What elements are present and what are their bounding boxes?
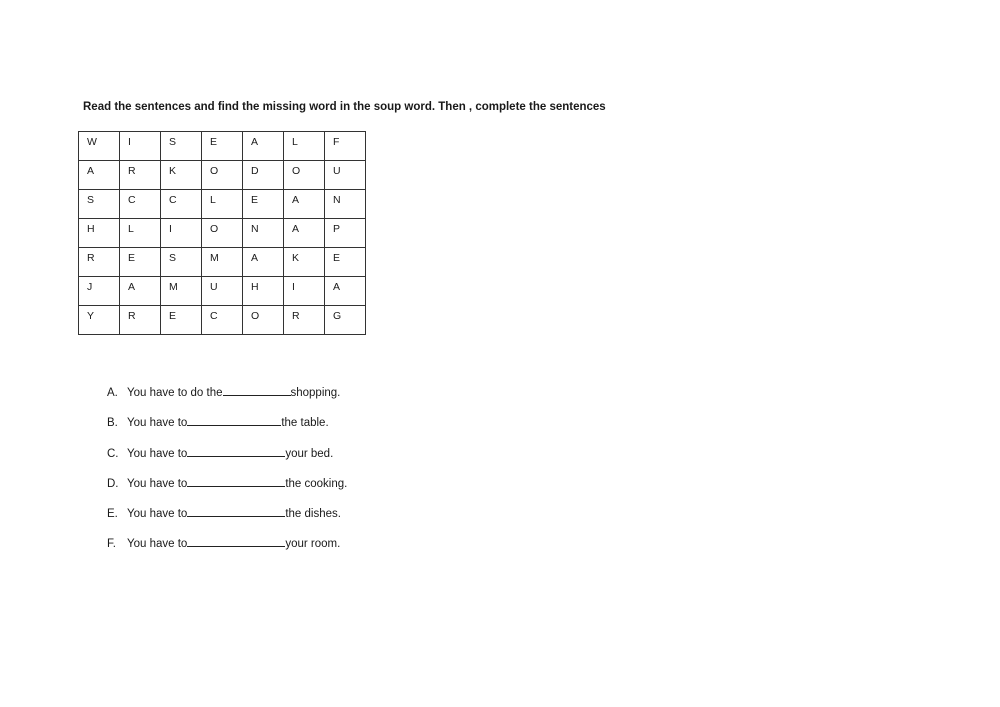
grid-cell: R — [79, 248, 120, 277]
grid-row — [79, 248, 366, 277]
instructions-heading: Read the sentences and find the missing word in the soup word. Then , complete the sentences — [83, 101, 606, 113]
grid-cell: A — [284, 219, 325, 248]
grid-cell: U — [325, 161, 366, 190]
grid-cell: L — [284, 132, 325, 161]
grid-cell: Y — [79, 306, 120, 335]
sentence-item — [107, 505, 347, 535]
sentence-text-after: shopping. — [290, 387, 341, 399]
grid-cell: M — [161, 277, 202, 306]
sentence-item — [107, 475, 347, 505]
sentence-item — [107, 384, 347, 414]
grid-row — [79, 306, 366, 335]
answer-blank — [187, 535, 285, 547]
grid-cell: D — [243, 161, 284, 190]
grid-row — [79, 190, 366, 219]
grid-cell: R — [284, 306, 325, 335]
sentence-text-before: You have to — [127, 447, 188, 460]
grid-cell: O — [243, 306, 284, 335]
grid-cell: F — [325, 132, 366, 161]
sentence-text-before: You have to — [127, 417, 188, 430]
answer-blank — [187, 475, 285, 487]
word-search-grid — [78, 131, 366, 335]
grid-row — [79, 219, 366, 248]
sentence-letter: C. — [107, 447, 119, 460]
grid-cell: M — [202, 248, 243, 277]
grid-cell: J — [79, 277, 120, 306]
sentence-text-after: the cooking. — [285, 477, 348, 490]
answer-blank — [187, 445, 285, 457]
grid-row — [79, 132, 366, 161]
grid-cell: W — [79, 132, 120, 161]
grid-cell: P — [325, 219, 366, 248]
grid-cell: C — [161, 190, 202, 219]
grid-cell: S — [79, 190, 120, 219]
sentence-text-after: your bed. — [285, 447, 334, 460]
sentence-text-before: You have to — [127, 477, 188, 490]
sentence-letter: D. — [107, 477, 119, 490]
grid-cell: K — [161, 161, 202, 190]
sentence-text-before: You have to — [127, 538, 188, 551]
grid-cell: I — [120, 132, 161, 161]
grid-cell: S — [161, 248, 202, 277]
grid-row — [79, 161, 366, 190]
sentence-text-before: You have to — [127, 508, 188, 521]
grid-cell: E — [325, 248, 366, 277]
sentence-text-after: the table. — [281, 417, 329, 430]
answer-blank — [187, 414, 281, 426]
sentence-text-after: your room. — [285, 538, 341, 551]
grid-cell: A — [243, 132, 284, 161]
sentence-item — [107, 445, 347, 475]
grid-cell: G — [325, 306, 366, 335]
grid-cell: R — [120, 161, 161, 190]
grid-cell: A — [325, 277, 366, 306]
grid-cell: I — [161, 219, 202, 248]
sentence-letter: F. — [107, 538, 116, 551]
grid-cell: O — [202, 219, 243, 248]
sentence-letter: E. — [107, 508, 118, 521]
grid-cell: E — [243, 190, 284, 219]
grid-cell: A — [120, 277, 161, 306]
grid-cell: A — [243, 248, 284, 277]
grid-cell: E — [202, 132, 243, 161]
grid-cell: A — [284, 190, 325, 219]
grid-cell: I — [284, 277, 325, 306]
answer-blank — [187, 505, 285, 517]
grid-cell: E — [161, 306, 202, 335]
sentence-list — [107, 384, 347, 566]
sentence-item — [107, 535, 347, 565]
grid-cell: C — [202, 306, 243, 335]
sentence-item — [107, 414, 347, 444]
grid-cell: H — [79, 219, 120, 248]
grid-cell: C — [120, 190, 161, 219]
grid-cell: H — [243, 277, 284, 306]
grid-cell: N — [325, 190, 366, 219]
grid-cell: U — [202, 277, 243, 306]
grid-row — [79, 277, 366, 306]
grid-cell: L — [202, 190, 243, 219]
sentence-letter: A. — [107, 387, 118, 399]
grid-cell: A — [79, 161, 120, 190]
grid-cell: O — [202, 161, 243, 190]
sentence-text-before: You have to do the — [127, 387, 223, 399]
grid-cell: R — [120, 306, 161, 335]
grid-cell: N — [243, 219, 284, 248]
answer-blank — [223, 384, 291, 396]
grid-cell: O — [284, 161, 325, 190]
sentence-text-after: the dishes. — [285, 508, 341, 521]
grid-cell: S — [161, 132, 202, 161]
grid-cell: K — [284, 248, 325, 277]
sentence-letter: B. — [107, 417, 118, 430]
grid-cell: E — [120, 248, 161, 277]
grid-cell: L — [120, 219, 161, 248]
